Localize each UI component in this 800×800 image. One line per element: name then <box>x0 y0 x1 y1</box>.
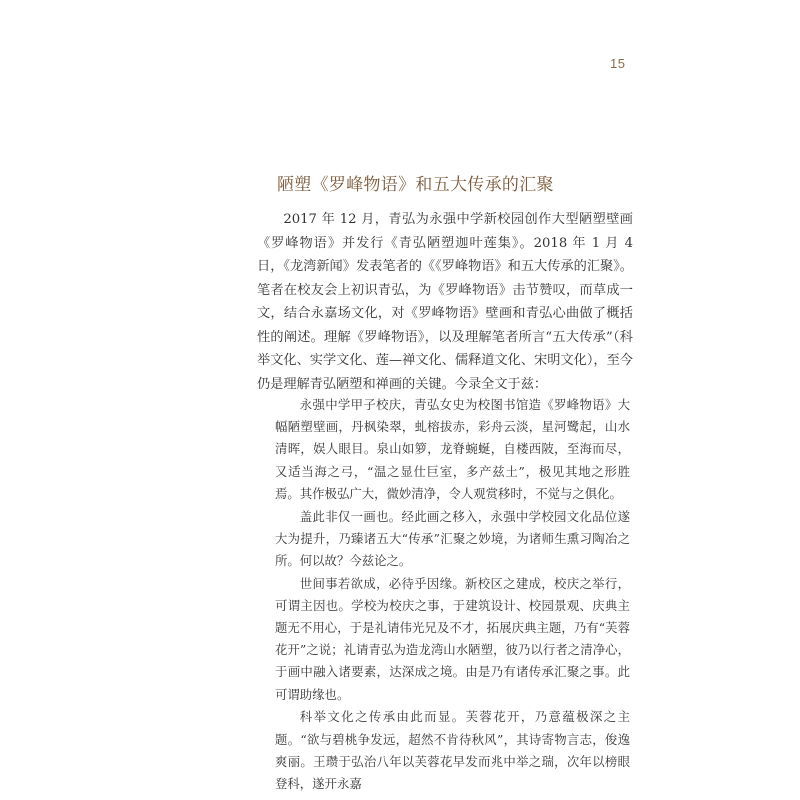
quoted-text <box>275 394 630 796</box>
quote-paragraph: 盖此非仅一画也。经此画之移入，永强中学校园文化品位遂大为提升，乃臻诸五大“传承”汇聚之妙境，为诸师生熏习陶冶之所。何以故？今兹论之。 <box>275 508 630 568</box>
quote-paragraph: 世间事若欲成，必待乎因缘。新校区之建成，校庆之举行，可谓主因也。学校为校庆之事，于建筑设计、校园景观、庆典主题无不用心，于是礼请伟光兄及不才，拓展庆典主题，乃有“芙蓉花开”之说；礼请青弘为造龙湾山水陋塑，彼乃以行者之清净心，于画中融入诸要素，达深成之境。由是乃有诸传承汇聚之事。此可谓助缘也。 <box>275 575 630 702</box>
intro-paragraph: 2017 年 12 月，青弘为永强中学新校园创作大型陋塑壁画《罗峰物语》并发行《青弘陋塑迦叶莲集》。2018 年 1 月 4 日，《龙湾新闻》发表笔者的《《罗峰物语》和五大传承的汇聚》。笔者在校友会上初识青弘，为《罗峰物语》击节赞叹，而草成一文，结合永嘉场文化，对《罗峰物语》壁画和青弘心曲做了概括性的阐述。理解《罗峰物语》，以及理解笔者所言“五大传承”（科举文化、实学文化、莲—禅文化、儒释道文化、宋明文化），至今仍是理解青弘陋塑和禅画的关键。今录全文于兹： <box>257 212 633 392</box>
section-title: 陋塑《罗峰物语》和五大传承的汇聚 <box>277 175 554 195</box>
quote-paragraph: 科举文化之传承由此而显。芙蓉花开，乃意蕴极深之主题。“欲与碧桃争发远，超然不肯待秋风”，其诗寄物言志，俊逸爽丽。王瓒于弘治八年以芙蓉花早发而兆中举之瑞，次年以榜眼登科，遂开永嘉 <box>275 709 630 791</box>
intro-text <box>257 208 633 396</box>
quote-paragraph: 永强中学甲子校庆，青弘女史为校图书馆造《罗峰物语》大幅陋塑壁画，丹枫染翠，虬榕拔赤，彩舟云淡，星河鹭起，山水清晖，娱人眼目。泉山如箩，龙脊蜿蜒，自楼西陂，至海而尽，又适当海之弓，“温之显仕巨室，多产兹土”，极见其地之形胜焉。其作极弘广大，微妙清净，令人观赏移时，不觉与之俱化。 <box>275 397 630 501</box>
page-number: 15 <box>610 56 626 71</box>
